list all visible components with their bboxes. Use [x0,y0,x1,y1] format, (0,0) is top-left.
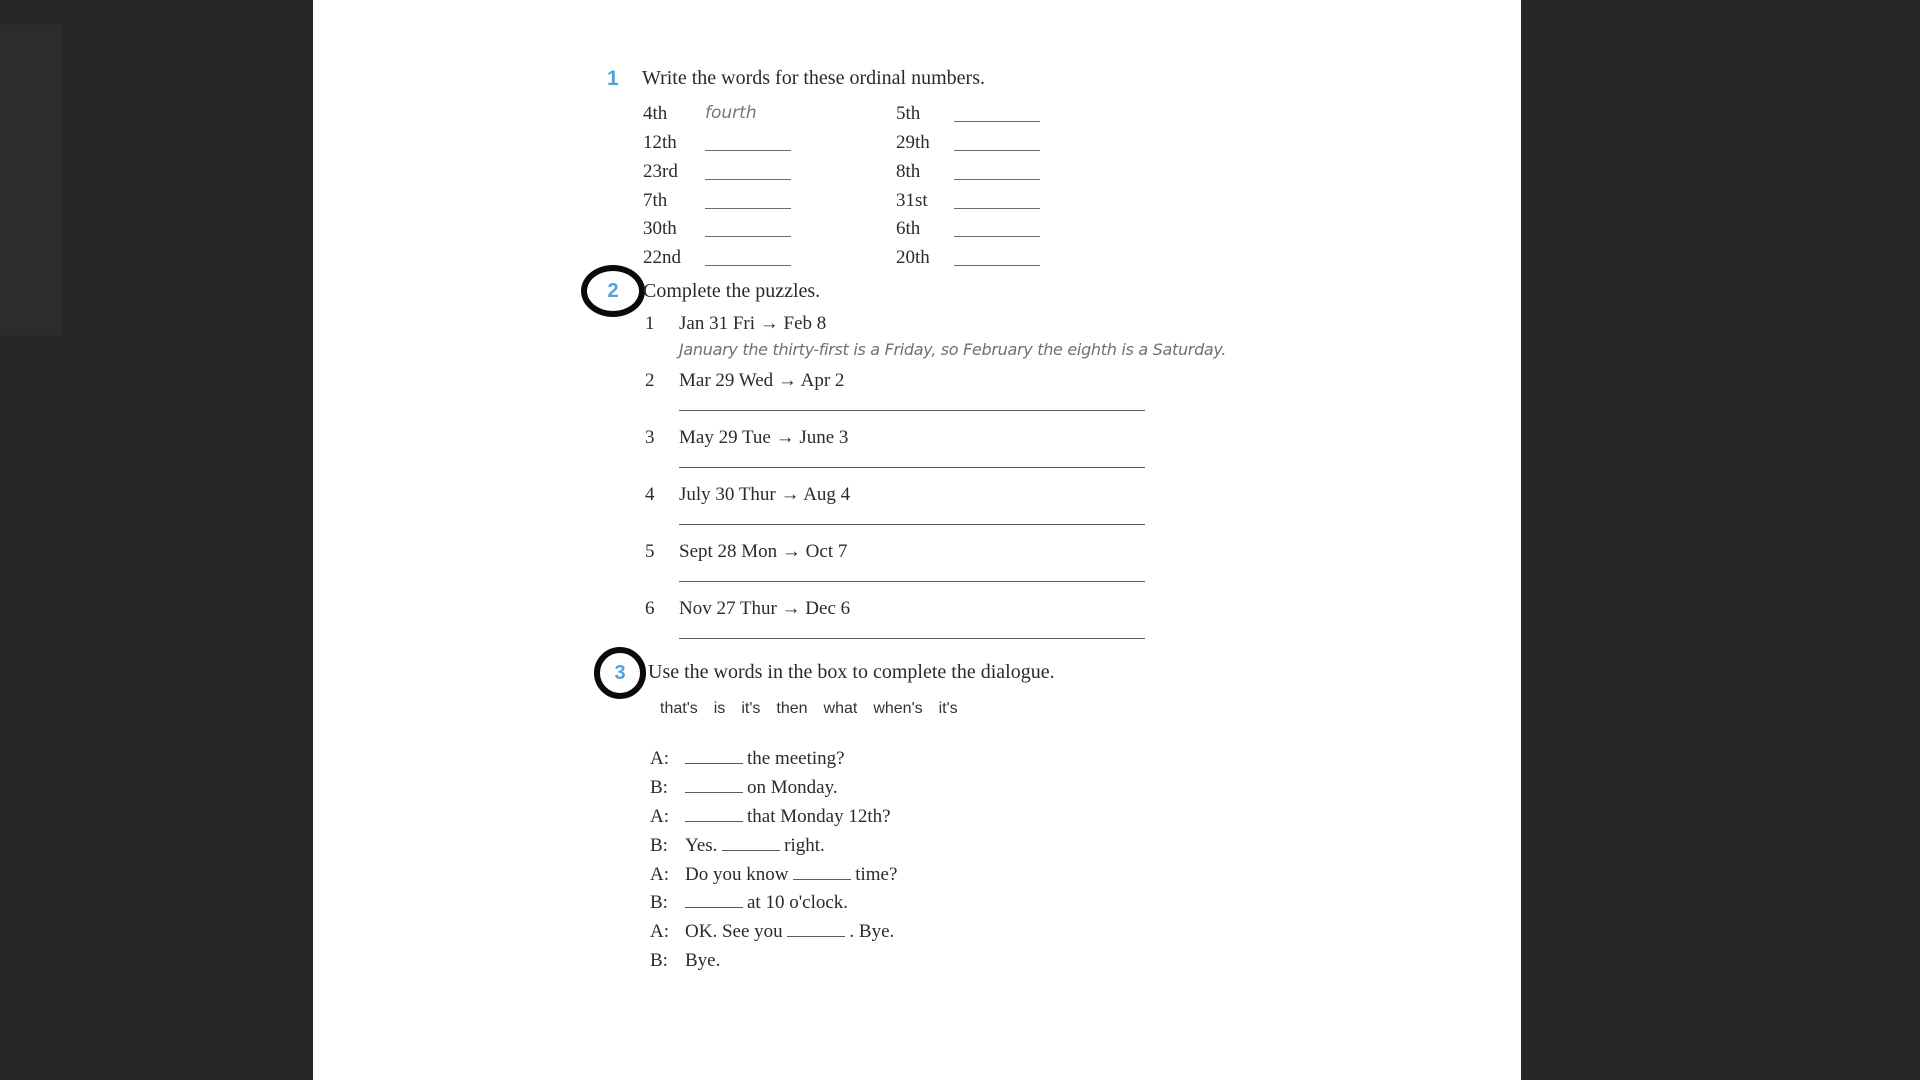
puzzle-number: 2 [645,370,655,391]
exercise-2-circled-number [581,265,645,317]
dialogue-blank[interactable] [685,893,743,908]
word-box-item: it's [741,700,761,717]
dialogue-text-after: right. [784,835,825,856]
puzzle-dates: Sept 28 Mon → Oct 7 [679,541,848,562]
puzzle-dates: Nov 27 Thur → Dec 6 [679,598,851,619]
ordinal-label: 29th [896,132,930,153]
ordinal-answer-blank[interactable] [705,179,791,180]
puzzle-item [645,484,1345,534]
dialogue-text-after: on Monday. [747,777,838,798]
ordinal-row [896,103,1116,127]
dialogue-blank[interactable] [685,778,743,793]
dialogue-text-after: the meeting? [747,748,845,769]
ordinal-row [643,247,863,271]
puzzle-number: 1 [645,313,655,334]
dialogue-blank[interactable] [787,922,845,937]
puzzle-example-answer: January the thirty-first is a Friday, so February the eighth is a Saturday. [679,340,1227,359]
ordinal-row [896,190,1116,214]
exercise-2-number: 2 [607,279,619,302]
puzzle-item [645,598,1345,648]
ordinal-label: 5th [896,103,921,124]
ordinal-label: 4th [643,103,668,124]
puzzle-item [645,370,1345,420]
dialogue-text [685,921,894,943]
ordinal-row [896,247,1116,271]
ordinal-row [643,132,863,156]
ordinal-answer-blank[interactable] [954,236,1040,237]
ordinal-label: 22nd [643,247,681,268]
ordinal-label: 6th [896,218,921,239]
exercise-1-title: Write the words for these ordinal numbers. [642,67,985,89]
puzzle-answer-line[interactable] [679,467,1145,468]
dialogue-speaker: B: [650,777,668,798]
ordinal-answer-blank[interactable] [954,179,1040,180]
ordinal-answer-blank[interactable] [705,150,791,151]
puzzle-item [645,313,1345,363]
dialogue-text-after: at 10 o'clock. [747,892,849,913]
ordinal-label: 20th [896,247,930,268]
puzzle-answer-line[interactable] [679,581,1145,582]
word-box-item: when's [873,700,923,717]
word-box [660,700,974,718]
ordinal-label: 23rd [643,161,678,182]
ordinal-row [643,190,863,214]
ordinal-label: 8th [896,161,921,182]
exercise-3-circled-number [594,647,646,699]
puzzle-number: 4 [645,484,655,505]
dialogue-text [685,892,848,914]
dialogue-speaker: A: [650,748,669,769]
dialogue-speaker: B: [650,950,668,971]
puzzle-dates: July 30 Thur → Aug 4 [679,484,851,505]
ordinal-label: 7th [643,190,668,211]
puzzle-answer-line[interactable] [679,410,1145,411]
worksheet-page [313,0,1521,1080]
ordinal-row [896,218,1116,242]
puzzle-dates: Mar 29 Wed → Apr 2 [679,370,845,391]
dialogue-speaker: B: [650,835,668,856]
puzzle-dates: May 29 Tue → June 3 [679,427,849,448]
dialogue-text-after: that Monday 12th? [747,806,891,827]
dialogue-text [685,777,838,799]
word-box-item: what [823,700,858,717]
dialogue-speaker: A: [650,864,669,885]
dialogue-text [685,835,825,857]
word-box-item: is [713,700,726,717]
exercise-3-title: Use the words in the box to complete the dialogue. [648,661,1055,683]
dialogue-blank[interactable] [685,807,743,822]
puzzle-number: 3 [645,427,655,448]
ordinal-row [643,161,863,185]
puzzle-answer-line[interactable] [679,638,1145,639]
puzzle-number: 6 [645,598,655,619]
dialogue-text-before: Yes. [685,835,718,856]
ordinal-answer-blank[interactable] [705,265,791,266]
ordinal-row [643,218,863,242]
word-box-item: that's [660,700,698,717]
ordinal-answer-blank[interactable] [954,121,1040,122]
puzzle-answer-line[interactable] [679,524,1145,525]
dialogue-blank[interactable] [793,865,851,880]
dialogue-text [685,864,897,886]
puzzle-item [645,427,1345,477]
ordinal-label: 30th [643,218,677,239]
exercise-3-number: 3 [614,661,626,684]
ordinal-answer-blank[interactable] [705,208,791,209]
exercise-1-number: 1 [607,67,619,90]
exercise-2-title: Complete the puzzles. [643,280,821,302]
dialogue-blank[interactable] [685,749,743,764]
puzzle-item [645,541,1345,591]
dialogue-text-before: Bye. [685,950,721,971]
ordinal-answer-blank[interactable] [954,265,1040,266]
dialogue-speaker: A: [650,921,669,942]
ordinal-answer-blank[interactable] [954,150,1040,151]
dialogue-text [685,806,891,828]
word-box-item: then [776,700,808,717]
dialogue-blank[interactable] [722,836,780,851]
ordinal-answer: fourth [705,103,757,123]
dialogue-text-after: time? [855,864,898,885]
ordinal-answer-blank[interactable] [705,236,791,237]
dialogue-speaker: B: [650,892,668,913]
ordinal-row [643,103,863,127]
worksheet-content [313,0,1521,1080]
word-box-item: it's [938,700,958,717]
ordinal-answer-blank[interactable] [954,208,1040,209]
dialogue-text [685,748,845,770]
ordinal-row [896,132,1116,156]
dialogue-speaker: A: [650,806,669,827]
dialogue-text [685,950,720,972]
viewer-side-panel [0,25,61,335]
ordinal-label: 31st [896,190,928,211]
dialogue-text-after: . Bye. [849,921,895,942]
puzzle-dates: Jan 31 Fri → Feb 8 [679,313,827,334]
puzzle-number: 5 [645,541,655,562]
dialogue-text-before: Do you know [685,864,789,885]
ordinal-label: 12th [643,132,677,153]
ordinal-row [896,161,1116,185]
dialogue-text-before: OK. See you [685,921,783,942]
